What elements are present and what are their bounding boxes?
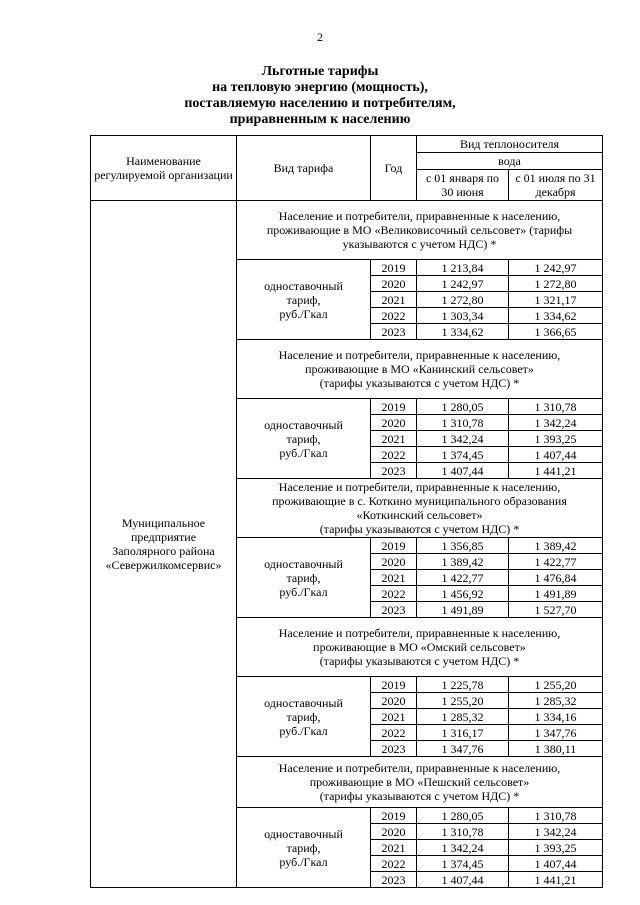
section-heading-line: «Коткинский сельсовет» — [356, 508, 483, 522]
tariff-type-line: руб./Гкал — [279, 723, 328, 738]
organization-line: Муниципальное — [121, 516, 206, 530]
tariff-value-period-2: 1 366,65 — [509, 324, 603, 340]
year-cell: 2022 — [371, 447, 417, 463]
year-cell: 2020 — [371, 276, 417, 292]
section-heading-line: (тарифы указываются с учетом НДС) * — [319, 522, 520, 536]
tariff-value-period-2: 1 310,78 — [509, 808, 603, 824]
tariff-value-period-1: 1 242,97 — [417, 276, 509, 292]
document-title — [0, 64, 640, 128]
tariff-value-period-2: 1 334,62 — [509, 308, 603, 324]
tariff-type-line: тариф, — [286, 709, 321, 724]
year-cell: 2019 — [371, 260, 417, 276]
tariff-type-line: тариф, — [286, 431, 321, 446]
header-period-1: с 01 января по 30 июня — [417, 170, 509, 201]
tariff-value-period-2: 1 407,44 — [509, 447, 603, 463]
title-line: приравненным к населению — [229, 112, 411, 127]
section-heading-line: Население и потребители, приравненные к населению, — [278, 348, 561, 362]
tariff-value-period-2: 1 407,44 — [509, 856, 603, 872]
year-cell: 2020 — [371, 554, 417, 570]
year-cell: 2023 — [371, 872, 417, 888]
tariff-value-period-1: 1 255,20 — [417, 693, 509, 709]
tariff-value-period-1: 1 334,62 — [417, 324, 509, 340]
tariff-value-period-2: 1 255,20 — [509, 677, 603, 693]
tariff-value-period-1: 1 491,89 — [417, 602, 509, 618]
tariff-value-period-1: 1 310,78 — [417, 415, 509, 431]
tariff-value-period-2: 1 342,24 — [509, 824, 603, 840]
year-cell: 2020 — [371, 693, 417, 709]
section-heading-line: проживающие в МО «Великовисочный сельсовет» (тарифы — [266, 223, 573, 237]
tariff-value-period-1: 1 422,77 — [417, 570, 509, 586]
tariff-type-line: руб./Гкал — [279, 854, 328, 869]
title-line: Льготные тарифы — [261, 64, 379, 79]
tariff-value-period-1: 1 280,05 — [417, 399, 509, 415]
header-period-2: с 01 июля по 31 декабря — [509, 170, 603, 201]
section-heading-row — [91, 201, 603, 260]
tariff-value-period-2: 1 393,25 — [509, 431, 603, 447]
year-cell: 2019 — [371, 677, 417, 693]
tariff-value-period-1: 1 356,85 — [417, 538, 509, 554]
tariff-type-line: одноставочный — [264, 278, 343, 293]
tariff-type-line: тариф, — [286, 840, 321, 855]
tariff-value-period-1: 1 389,42 — [417, 554, 509, 570]
tariff-value-period-1: 1 316,17 — [417, 725, 509, 741]
section-heading — [237, 340, 603, 399]
tariff-value-period-2: 1 389,42 — [509, 538, 603, 554]
year-cell: 2023 — [371, 741, 417, 757]
tariff-value-period-2: 1 527,70 — [509, 602, 603, 618]
tariff-value-period-2: 1 441,21 — [509, 463, 603, 479]
tariff-value-period-1: 1 303,34 — [417, 308, 509, 324]
tariff-value-period-2: 1 342,24 — [509, 415, 603, 431]
tariff-type-line: одноставочный — [264, 695, 343, 710]
tariff-value-period-1: 1 347,76 — [417, 741, 509, 757]
tariff-type-line: одноставочный — [264, 826, 343, 841]
tariff-value-period-1: 1 342,24 — [417, 431, 509, 447]
title-line: на тепловую энергию (мощность), — [212, 80, 428, 95]
header-year: Год — [371, 136, 417, 201]
section-heading-line: проживающие в с. Коткино муниципального образования — [272, 494, 567, 508]
tariff-type-line: тариф, — [286, 570, 321, 585]
organization-line: предприятие — [130, 530, 197, 544]
tariff-type — [237, 538, 371, 618]
section-heading-line: Население и потребители, приравненные к населению, — [278, 626, 561, 640]
section-heading — [237, 479, 603, 538]
organization-line: «Севержилкомсервис» — [105, 558, 222, 572]
tariff-value-period-2: 1 272,80 — [509, 276, 603, 292]
section-heading-line: проживающие в МО «Канинский сельсовет» — [305, 362, 534, 376]
tariff-type-line: одноставочный — [264, 417, 343, 432]
tariff-value-period-2: 1 242,97 — [509, 260, 603, 276]
section-heading-line: (тарифы указываются с учетом НДС) * — [319, 376, 520, 390]
year-cell: 2021 — [371, 431, 417, 447]
year-cell: 2022 — [371, 308, 417, 324]
section-heading-line: указываются с учетом НДС) * — [342, 237, 497, 251]
tariff-value-period-1: 1 407,44 — [417, 463, 509, 479]
tariff-value-period-2: 1 380,11 — [509, 741, 603, 757]
tariff-value-period-2: 1 334,16 — [509, 709, 603, 725]
year-cell: 2023 — [371, 463, 417, 479]
tariff-table-body — [91, 136, 603, 888]
tariff-value-period-1: 1 456,92 — [417, 586, 509, 602]
header-row — [91, 136, 603, 153]
tariff-type-line: руб./Гкал — [279, 584, 328, 599]
section-heading-line: (тарифы указываются с учетом НДС) * — [319, 789, 520, 803]
year-cell: 2022 — [371, 725, 417, 741]
year-cell: 2023 — [371, 324, 417, 340]
year-cell: 2019 — [371, 538, 417, 554]
tariff-value-period-1: 1 407,44 — [417, 872, 509, 888]
section-heading-line: Население и потребители, приравненные к населению, — [278, 761, 561, 775]
header-carrier: Вид теплоносителя — [417, 136, 603, 153]
tariff-value-period-2: 1 347,76 — [509, 725, 603, 741]
tariff-type — [237, 260, 371, 340]
year-cell: 2022 — [371, 856, 417, 872]
organization-line: Заполярного района — [112, 544, 215, 558]
tariff-type — [237, 808, 371, 888]
tariff-value-period-2: 1 393,25 — [509, 840, 603, 856]
year-cell: 2020 — [371, 824, 417, 840]
tariff-value-period-2: 1 422,77 — [509, 554, 603, 570]
tariff-value-period-1: 1 342,24 — [417, 840, 509, 856]
tariff-type-line: руб./Гкал — [279, 306, 328, 321]
tariff-value-period-2: 1 310,78 — [509, 399, 603, 415]
tariff-value-period-2: 1 476,84 — [509, 570, 603, 586]
section-heading-line: проживающие в МО «Пешский сельсовет» — [309, 775, 530, 789]
section-heading-line: проживающие в МО «Омский сельсовет» — [313, 640, 526, 654]
tariff-type-line: руб./Гкал — [279, 445, 328, 460]
tariff-value-period-1: 1 374,45 — [417, 856, 509, 872]
year-cell: 2021 — [371, 570, 417, 586]
tariff-value-period-1: 1 285,32 — [417, 709, 509, 725]
header-tariff-type: Вид тарифа — [237, 136, 371, 201]
tariff-type-line: тариф, — [286, 292, 321, 307]
year-cell: 2022 — [371, 586, 417, 602]
year-cell: 2020 — [371, 415, 417, 431]
tariff-value-period-2: 1 441,21 — [509, 872, 603, 888]
tariff-type — [237, 677, 371, 757]
year-cell: 2019 — [371, 808, 417, 824]
tariff-value-period-1: 1 310,78 — [417, 824, 509, 840]
tariff-value-period-2: 1 321,17 — [509, 292, 603, 308]
year-cell: 2019 — [371, 399, 417, 415]
tariff-value-period-1: 1 213,84 — [417, 260, 509, 276]
section-heading — [237, 757, 603, 808]
tariff-value-period-2: 1 491,89 — [509, 586, 603, 602]
section-heading — [237, 201, 603, 260]
header-org: Наименование регулируемой организации — [91, 136, 237, 201]
tariff-table — [90, 135, 603, 888]
year-cell: 2021 — [371, 292, 417, 308]
tariff-value-period-1: 1 374,45 — [417, 447, 509, 463]
section-heading-line: Население и потребители, приравненные к населению, — [278, 209, 561, 223]
tariff-value-period-1: 1 225,78 — [417, 677, 509, 693]
title-line: поставляемую населению и потребителям, — [184, 96, 456, 111]
year-cell: 2021 — [371, 709, 417, 725]
section-heading — [237, 618, 603, 677]
tariff-type — [237, 399, 371, 479]
section-heading-line: (тарифы указываются с учетом НДС) * — [319, 654, 520, 668]
section-heading-line: Население и потребители, приравненные к населению, — [278, 480, 561, 494]
organization-name — [91, 201, 237, 888]
year-cell: 2023 — [371, 602, 417, 618]
tariff-value-period-1: 1 272,80 — [417, 292, 509, 308]
page-number: 2 — [317, 30, 323, 44]
year-cell: 2021 — [371, 840, 417, 856]
tariff-value-period-1: 1 280,05 — [417, 808, 509, 824]
tariff-type-line: одноставочный — [264, 556, 343, 571]
header-water: вода — [417, 153, 603, 170]
tariff-value-period-2: 1 285,32 — [509, 693, 603, 709]
